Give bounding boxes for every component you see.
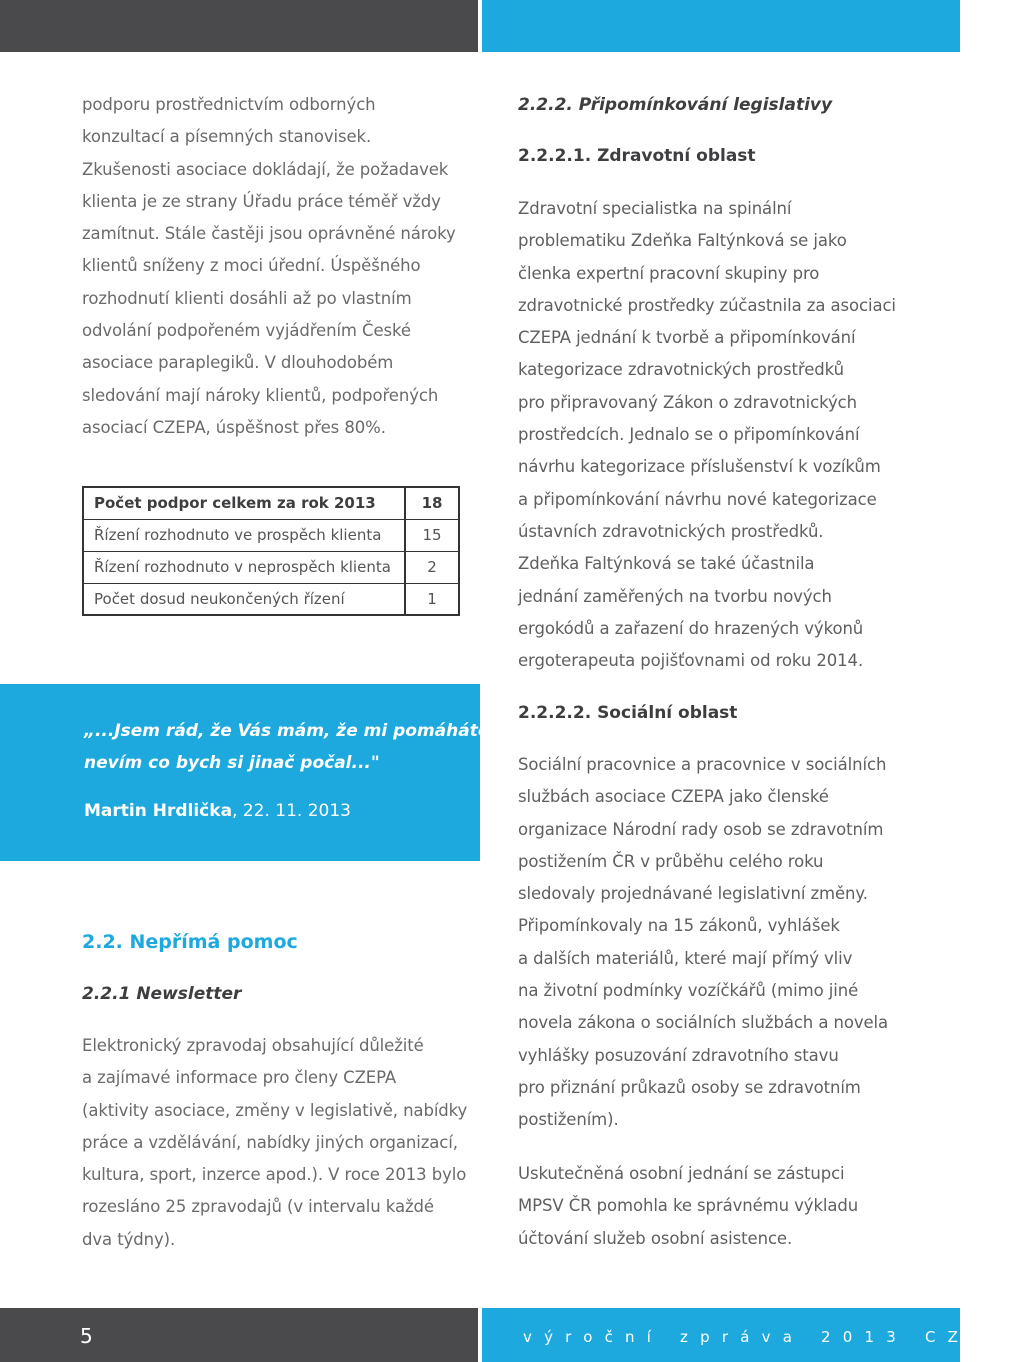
intro-paragraph: podporu prostřednictvím odborných konzultací a písemných stanovisek. Zkušenosti asociace dokládají, že požadavek klienta je ze strany Úřadu práce téměř vždy zamítnut. Stále častěji jsou oprávněné nároky klientů sníženy z moci úřední. Úspěšného rozhodnutí klienti dosáhli až po vlastním odvolání podpořeném vyjádřením České asociace paraplegiků. V dlouhodobém sledování mají nároky klientů, podpořených asociací CZEPA, úspěšnost přes 80%. <box>82 95 456 437</box>
stats-table <box>82 486 460 616</box>
table-row <box>83 583 459 615</box>
table-cell-label: Řízení rozhodnuto v neprospěch klienta <box>83 551 405 583</box>
table-row <box>83 487 459 519</box>
subsection-title-newsletter: 2.2.1 Newsletter <box>82 984 242 1004</box>
subsection-title-social: 2.2.2.2. Sociální oblast <box>518 703 738 723</box>
table-cell-label: Počet podpor celkem za rok 2013 <box>83 487 405 519</box>
top-bar-right <box>480 0 960 52</box>
top-divider <box>478 0 482 52</box>
table-cell-value: 15 <box>405 519 459 551</box>
table-row <box>83 551 459 583</box>
quote-author-date: , 22. 11. 2013 <box>232 801 351 821</box>
table-cell-value: 18 <box>405 487 459 519</box>
top-bar-left <box>0 0 480 52</box>
table-cell-value: 1 <box>405 583 459 615</box>
health-paragraph: Zdravotní specialistka na spinální problematiku Zdeňka Faltýnková se jako členka expertní pracovní skupiny pro zdravotnické prostředky zúčastnila za asociaci CZEPA jednání k tvorbě a připomínkování kategorizace zdravotnických prostředků pro připravovaný Zákon o zdravotnických prostředcích. Jednalo se o připomínkování návrhu kategorizace příslušenství k vozíkům a připomínkování návrhu nové kategorizace ústavních zdravotnických prostředků. Zdeňka Faltýnková se také účastnila jednání zaměřených na tvorbu nových ergokódů a zařazení do hrazených výkonů ergoterapeuta pojišťovnami od roku 2014. <box>518 199 896 671</box>
quote-line-2: nevím co bych si jinač počal..." <box>84 753 380 773</box>
newsletter-paragraph: Elektronický zpravodaj obsahující důležité a zajímavé informace pro členy CZEPA (aktivity asociace, změny v legislativě, nabídky práce a vzdělávání, nabídky jiných organizací, kultura, sport, inzerce apod.). V roce 2013 bylo rozesláno 25 zpravodajů (v intervalu každé dva týdny). <box>82 1036 468 1249</box>
footer-bar-left <box>0 1308 480 1362</box>
table-cell-value: 2 <box>405 551 459 583</box>
quote-line-1: „...Jsem rád, že Vás mám, že mi pomáháte, <box>84 721 496 741</box>
subsection-title-health: 2.2.2.1. Zdravotní oblast <box>518 146 756 166</box>
social-paragraph-2: Uskutečněná osobní jednání se zástupci MPSV ČR pomohla ke správnému výkladu účtování služeb osobní asistence. <box>518 1164 859 1248</box>
footer-title: výroční zpráva 2013 CZEPA <box>523 1328 1035 1346</box>
footer-divider <box>478 1308 482 1362</box>
page-number: 5 <box>80 1324 93 1348</box>
social-paragraph: Sociální pracovnice a pracovnice v sociálních službách asociace CZEPA jako členské organizace Národní rady osob se zdravotním postižením ČR v průběhu celého roku sledovaly projednávané legislativní změny. Připomínkovaly na 15 zákonů, vyhlášek a dalších materiálů, které mají přímý vliv na životní podmínky vozíčkářů (mimo jiné novela zákona o sociálních službách a novela vyhlášky posuzování zdravotního stavu pro přiznání průkazů osoby se zdravotním postižením). <box>518 755 889 1130</box>
table-cell-label: Počet dosud neukončených řízení <box>94 589 345 608</box>
section-title-legislation: 2.2.2. Připomínkování legislativy <box>518 95 833 115</box>
quote-author <box>84 801 351 821</box>
quote-author-name: Martin Hrdlička <box>84 801 233 821</box>
section-title-indirect-help: 2.2. Nepřímá pomoc <box>82 931 298 953</box>
table-row <box>83 519 459 551</box>
table-cell-label: Řízení rozhodnuto ve prospěch klienta <box>83 519 405 551</box>
